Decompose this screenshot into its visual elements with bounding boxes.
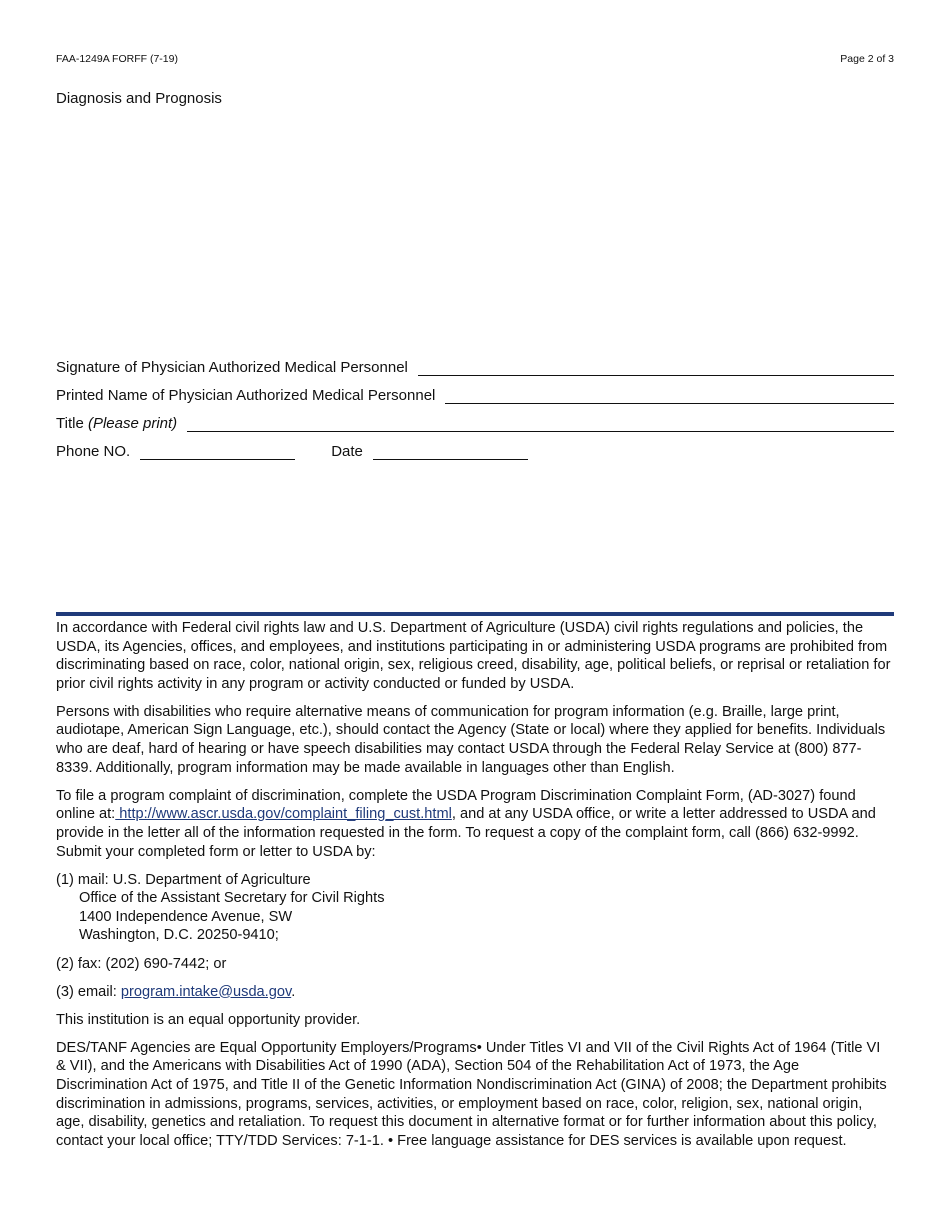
mail-line-3: 1400 Independence Avenue, SW — [79, 908, 293, 925]
mail-address — [56, 871, 894, 945]
notice-paragraph-2: Persons with disabilities who require alternative means of communication for program information (e.g. Braille, large print, audiotape, American Sign Language, etc.), should contact the Agency (State or local) where they applied for benefits. Individuals who are deaf, hard of hearing or have speech disabilities may contact USDA through the Federal Relay Service at (800) 877-8339. Additionally, program information may be made available in languages other than English. — [56, 703, 886, 776]
title-label-text: Title — [56, 415, 84, 432]
phone-date-row — [56, 440, 894, 460]
section-divider — [56, 612, 894, 616]
title-hint: (Please print) — [87, 415, 178, 432]
des-tanf-statement: DES/TANF Agencies are Equal Opportunity Employers/Programs• Under Titles VI and VII of the Civil Rights Act of 1964 (Title VI & VII), and the Americans with Disabilities Act of 1990 (ADA), Section 504 of the Rehabilitation Act of 1973, the Age Discrimination Act of 1975, and Title II of the Genetic Information Nondiscrimination Act (GINA) of 2008; the Department prohibits discrimination in admissions, programs, services, activities, or employment based on race, color, religion, sex, national origin, age, disability, genetics and retaliation. To request this document in alternative format or for further information about this policy, contact your local office; TTY/TDD Services: 7-1-1. • Free language assistance for DES services is available upon request. — [56, 1039, 887, 1149]
form-id: FAA-1249A FORFF (7-19) — [56, 53, 178, 65]
notice-paragraph-3 — [56, 787, 894, 861]
title-field[interactable] — [187, 416, 894, 432]
signature-label: Signature of Physician Authorized Medical Personnel — [56, 359, 408, 376]
phone-field[interactable] — [140, 444, 295, 460]
email-suffix: . — [291, 983, 296, 1000]
printed-name-row — [56, 384, 894, 404]
printed-name-label: Printed Name of Physician Authorized Medical Personnel — [56, 387, 436, 404]
mail-line-2: Office of the Assistant Secretary for Civil Rights — [79, 890, 385, 907]
date-label: Date — [331, 443, 363, 460]
mail-line-4: Washington, D.C. 20250-9410; — [79, 927, 279, 944]
email-link[interactable]: program.intake@usda.gov — [120, 983, 292, 1000]
page-number: Page 2 of 3 — [840, 53, 894, 65]
notice-paragraph-1: In accordance with Federal civil rights law and U.S. Department of Agriculture (USDA) civil rights regulations and policies, the USDA, its Agencies, offices, and employees, and institutions participating in or administering USDA programs are prohibited from discriminating based on race, color, national origin, sex, religious creed, disability, age, political beliefs, or reprisal or retaliation for prior civil rights activity in any program or activity conducted or funded by USDA. — [56, 620, 891, 692]
signature-field[interactable] — [418, 360, 894, 376]
printed-name-field[interactable] — [445, 388, 894, 404]
signature-row — [56, 356, 894, 376]
complaint-text-after: , and at any USDA office, or write a letter addressed to USDA and provide in the letter all of the information requested in the form. To request a copy of the complaint form, call (866) 632-9992. Submit your completed form or letter to USDA by: — [56, 806, 876, 860]
section-title: Diagnosis and Prognosis — [56, 90, 222, 107]
fax-line: (2) fax: (202) 690-7442; or — [56, 955, 227, 972]
equal-opportunity-statement: This institution is an equal opportunity provider. — [56, 1011, 361, 1028]
complaint-form-link[interactable]: http://www.ascr.usda.gov/complaint_filing_cust.html — [115, 806, 452, 823]
email-line — [56, 983, 894, 1002]
title-row — [56, 412, 894, 432]
phone-label: Phone NO. — [56, 443, 131, 460]
mail-line-1: (1) mail: U.S. Department of Agriculture — [56, 871, 311, 888]
complaint-text-before: To file a program complaint of discrimination, complete the USDA Program Discrimination Complaint Form, (AD-3027) found online at: — [56, 787, 856, 823]
email-prefix: (3) email: — [56, 983, 121, 1000]
title-label — [56, 415, 177, 432]
nondiscrimination-notice — [56, 619, 894, 1160]
date-field[interactable] — [373, 444, 528, 460]
document-page — [56, 0, 894, 1230]
